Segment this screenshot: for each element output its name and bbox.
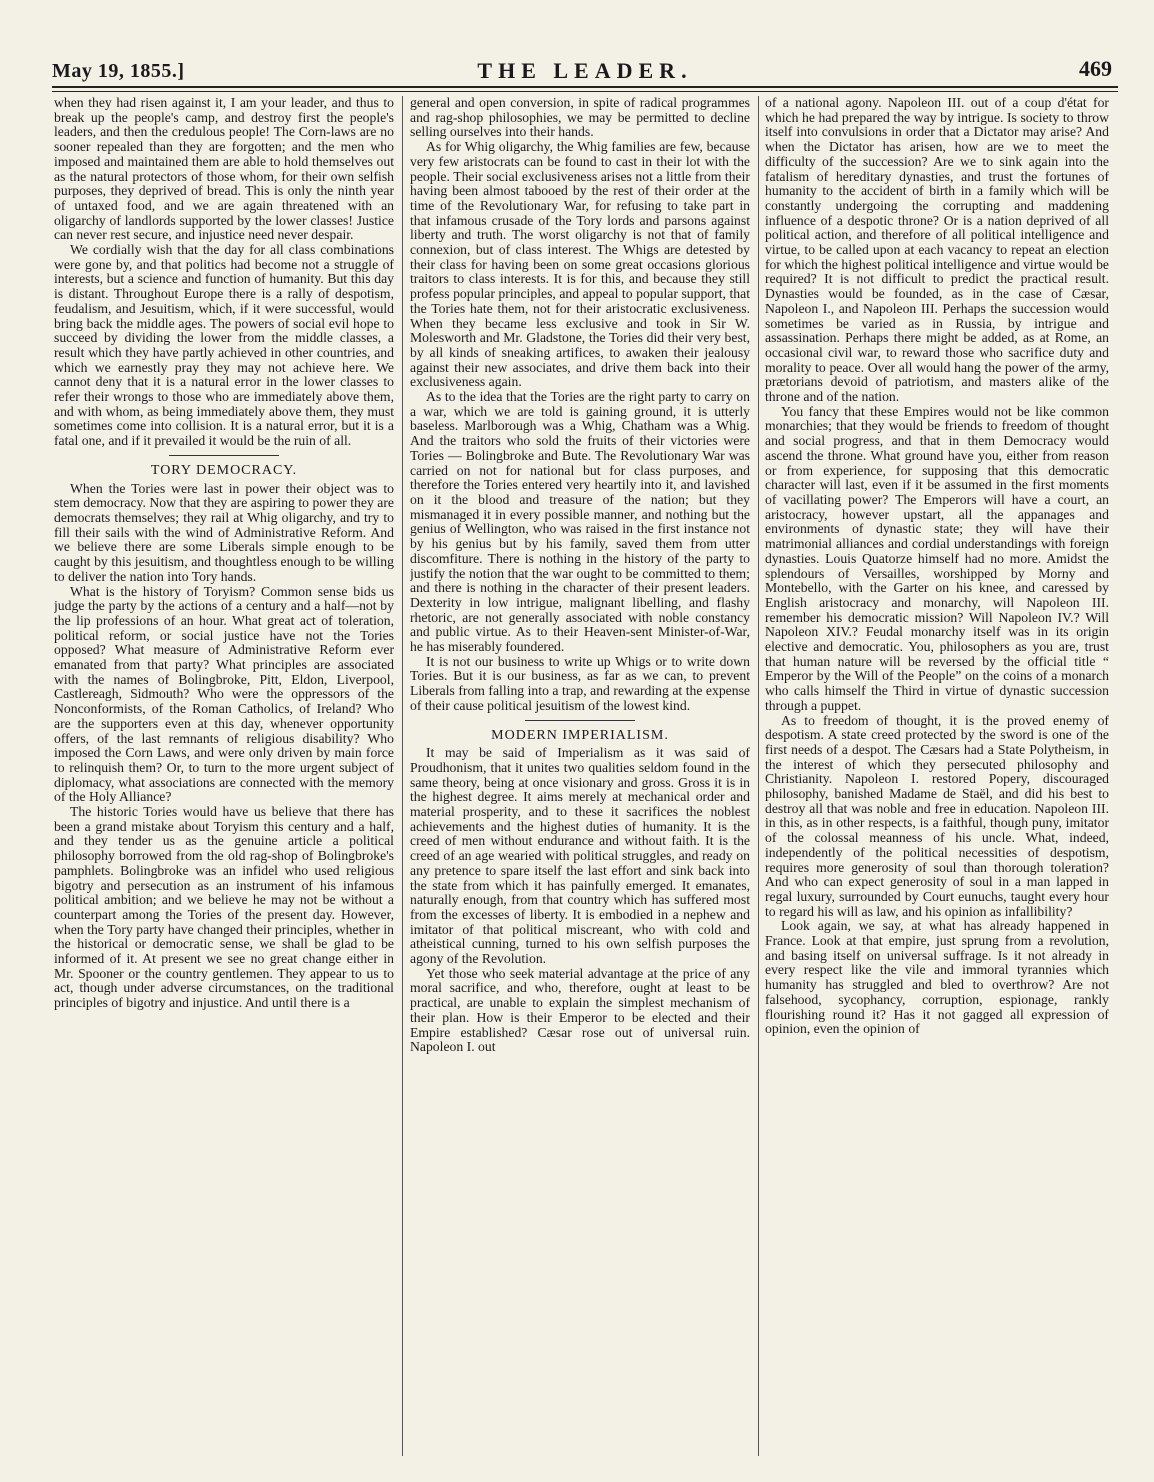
paragraph: You fancy that these Empires would not be like common monarchies; that they would be friends to freedom of thought and social progress, and that in them Democracy would ascend the throne. What ground have you, either from reason or from experience, for supposing that this democratic character will last, even if it be assumed in the first moments of vacillating power? The Emperors will have a court, an aristocracy, however upstart, all the appanages and environments of dynastic state; they will have their matrimonial alliances and cordial understandings with foreign dynasties. Louis Quatorze himself had no more. Amidst the splendours of Versailles, worshipped by Morny and Montebello, with the Garter on his knee, and caressed by English aristocracy and monarchy, will Napoleon III. remember his democratic mission? Will Napoleon IV.? Will Napoleon XIV.? Feudal monarchy itself was in its origin elective and democratic. You, philosophers as you are, trust that human nature will be reversed by the official title “ Emperor by the Will of the People” on the coins of a monarch who calls himself the Third in virtue of dynastic succession through a puppet.: [765, 403, 1109, 713]
issue-date: May 19, 1855.]: [52, 60, 185, 82]
page-header: [52, 54, 1118, 88]
page-number: 469: [1079, 56, 1112, 81]
paragraph: of a national agony. Napoleon III. out of a coup d'état for which he had prepared the way by intrigue. Is society to throw itself into convulsions in order that a Dictator may arise? And when the Dictator has arisen, how are we to meet the difficulty of the succession? Are we to sink again into the fatalism of hereditary dynasties, and trust the fortunes of humanity to the accident of birth in a family which will be constantly undergoing the corrupting and maddening influence of a despotic throne? Or is a nation deprived of all political action, and therefore of all political intelligence and virtue, to be called upon at each vacancy to repeat an election for which the highest political intelligence and virtue would be required? It is not difficult to predict the practical result. Dynasties would be founded, as in the case of Cæsar, Napoleon I., and Napoleon III. Perhaps the succession would sometimes be varied as in Russia, by intrigue and assassination. Perhaps there might be added, as at Rome, an occasional civil war, to reward those who sacrifice duty and morality to peace. Over all would hang the power of the army, prætorians devoid of patriotism, and masters alike of the throne and of the nation.: [765, 96, 1109, 405]
column-1: [54, 96, 394, 1456]
paragraph: When the Tories were last in power their object was to stem democracy. Now that they are aspiring to power they are democrats themselves; they rail at Whig oligarchy, and try to fill their sails with the wind of Administrative Reform. And we believe there are some Liberals simple enough to be caught by this jesuitism, and thoughtless enough to be willing to deliver the nation into Tory hands.: [54, 480, 394, 584]
paragraph: As to freedom of thought, it is the proved enemy of despotism. A state creed protected by the sword is one of the first needs of a despot. The Cæsars had a State Polytheism, in the interest of which they persecuted philosophy and Christianity. Napoleon I. restored Popery, discouraged philosophy, banished Madame de Staël, and did his best to destroy all that was noble and free in education. Napoleon III. in this, as in other respects, is a faithful, though puny, imitator of the colossal meanness of his uncle. What, indeed, independently of the political necessities of despotism, requires more generosity of soul than thorough toleration? And who can expect generosity of soul in a man lapped in regal luxury, surrounded by Court eunuchs, taught every hour to regard his will as law, and his opinion as infallibility?: [765, 712, 1109, 919]
paragraph: It may be said of Imperialism as it was said of Proudhonism, that it unites two qualities seldom found in the same theory, being at once visionary and gross. Gross it is in the highest degree. It aims merely at mechanical order and material prosperity, and to these it sacrifices the noblest achievements and the highest duties of humanity. It is the creed of men without endurance and without faith. It is the creed of an age wearied with political struggles, and ready on any pretence to spare itself the last effort and sink back into the state from which it has painfully emerged. It emanates, naturally enough, from that country which has suffered most from the excesses of liberty. It is embodied in a nephew and imitator of that political miscreant, who with cold and atheistical cunning, turned to his own selfish purposes the agony of the Revolution.: [410, 745, 750, 967]
paragraph: As for Whig oligarchy, the Whig families are few, because very few aristocrats can be found to cast in their lot with the people. Their social exclusiveness arises not a little from their having been almost tabooed by the rest of their order at the time of the Revolutionary War, for refusing to take part in that infamous crusade of the Tory lords and parsons against liberty and truth. The worst oligarchy is not that of family connexion, but of class interest. The Whigs are detested by their class for having been on some great occasions glorious traitors to class interests. It is for this, and because they still profess popular principles, and appeal to popular support, that the Tories hate them, not for their aristocratic exclusiveness. When they became less exclusive and took in Sir W. Molesworth and Mr. Gladstone, the Tories did their very best, by all kinds of sneaking artifices, to awaken their jealousy against their new associates, and drive them back into their exclusiveness again.: [410, 139, 750, 390]
column-divider: [758, 96, 759, 1456]
header-rule-thick: [52, 86, 1118, 88]
header-rule-thin: [52, 91, 1118, 92]
paragraph: Yet those who seek material advantage at the price of any moral sacrifice, and who, therefore, ought at least to be practical, are unable to explain the simplest mechanism of their plan. How is their Emperor to be elected and their Empire established? Cæsar rose out of universal ruin. Napoleon I. out: [410, 965, 750, 1055]
column-2: [410, 96, 750, 1456]
paragraph: It is not our business to write up Whigs or to write down Tories. But it is our business, as far as we can, to prevent Liberals from falling into a trap, and rewarding at the expense of their cause political jesuitism of the lowest kind.: [410, 653, 750, 713]
newspaper-page: [52, 44, 1118, 1464]
paragraph: Look again, we say, at what has already happened in France. Look at that empire, just sprung from a revolution, and basing itself on universal suffrage. Is it not already in every respect like the vile and immoral tyrannies which humanity has struggled and bled to overthrow? Are not falsehood, sycophancy, corruption, espionage, rankly flourishing round it? Has it not gagged all expression of opinion, even the opinion of: [765, 918, 1109, 1037]
section-divider: [169, 455, 279, 456]
section-heading-tory-democracy: TORY DEMOCRACY.: [150, 462, 298, 478]
masthead-title: THE LEADER.: [477, 58, 693, 83]
paragraph: As to the idea that the Tories are the right party to carry on a war, which we are told is gaining ground, it is utterly baseless. Marlborough was a Whig, Chatham was a Whig. And the traitors who sold the fruits of their victories were Tories — Bolingbroke and Bute. The Revolutionary War was carried on not for national but for class purposes, and therefore the Tories entered very heartily into it, and lavished on it the blood and treasure of the nation; but they mismanaged it in every possible manner, and nothing but the genius of Wellington, who was raised in the first instance not by his genius but by his family, saved them from utter discomfiture. There is nothing in the history of the party to justify the notion that the war ought to be committed to them; and there is nothing in the character of their present leaders. Dexterity in low intrigue, malignant libelling, and flashy rhetoric, are not generally associated with noble constancy and public virtue. As to their Heaven-sent Minister-of-War, he has miserably foundered.: [410, 389, 750, 655]
paragraph: The historic Tories would have us believe that there has been a grand mistake about Toryism this century and a half, and they tender us as the genuine article a political philosophy borrowed from the old rag-shop of Bolingbroke's pamphlets. Bolingbroke was an infidel who used religious bigotry and persecution as an instrument of his infamous political ambition; and we believe he may not be without a counterpart among the Tories of the present day. However, when the Tory party have changed their principles, whether in the historical or democratic sense, we shall be glad to be informed of it. At present we see no great change either in Mr. Spooner or the country gentlemen. They appear to us to act, though under adverse circumstances, on the traditional principles of bigotry and injustice. And until there is a: [54, 804, 394, 1011]
paragraph: general and open conversion, in spite of radical programmes and rag-shop philosophies, we may be permitted to decline selling ourselves into their hands.: [410, 96, 750, 140]
section-heading-modern-imperialism: MODERN IMPERIALISM.: [491, 727, 669, 743]
paragraph: What is the history of Toryism? Common sense bids us judge the party by the actions of a century and a half—not by the lip professions of an hour. What great act of toleration, political reform, or social justice have not the Tories opposed? What measure of Administrative Reform ever emanated from that party? What principles are associated with the names of Bolingbroke, Pitt, Eldon, Liverpool, Castlereagh, Sidmouth? Who were the oppressors of the Nonconformists, of the Roman Catholics, of Ireland? Who are the supporters even at this day, whenever opportunity offers, of the last remnants of religious disability? Who imposed the Corn Laws, and were only driven by main force to relinquish them? Or, to turn to the more urgent subject of diplomacy, what associations are connected with the memory of the Holy Alliance?: [54, 583, 394, 805]
section-divider: [525, 720, 635, 721]
column-3: [765, 96, 1109, 1456]
paragraph: when they had risen against it, I am your leader, and thus to break up the people's camp, and destroy first the people's leaders, and then the credulous people! The Corn-laws are no sooner repealed than they are forgotten; and the men who imposed and maintained them are able to hold themselves out as the natural protectors of those whom, for their own selfish purposes, they deprived of bread. This is only the ninth year of untaxed food, and we are again threatened with an oligarchy of landlords supported by the lower classes! Justice can never rest secure, and injustice need never despair.: [54, 96, 394, 243]
column-divider: [402, 96, 403, 1456]
paragraph: We cordially wish that the day for all class combinations were gone by, and that politics had become not a struggle of interests, but a science and function of humanity. But this day is distant. Throughout Europe there is a rally of despotism, feudalism, and Jesuitism, which, if it were successful, would bring back the middle ages. The powers of social evil hope to succeed by dividing the lower from the middle classes, a result which they have partly achieved in other countries, and which we earnestly pray they may not achieve here. We cannot deny that it is a natural error in the lower classes to refer their wrongs to those who are immediately above them, and with whom, as being immediately above them, they must sometimes come into collision. It is a natural error, but it is a fatal one, and if it prevailed it would be the ruin of all.: [54, 242, 394, 449]
